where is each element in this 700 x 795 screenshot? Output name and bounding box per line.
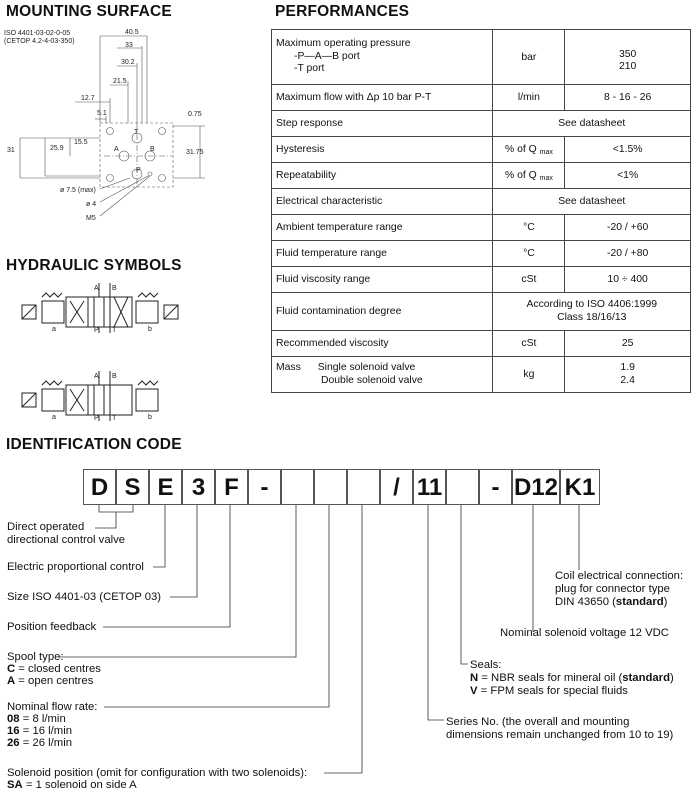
pressure-line-2: -P—A—B port xyxy=(294,50,360,62)
row-rec-viscosity xyxy=(272,331,691,357)
sym1-port-t: T xyxy=(112,327,117,333)
dim-5-1: 5.1 xyxy=(97,110,107,117)
legend-direct-line-2: directional control valve xyxy=(7,534,126,546)
mass-value-2: 2.4 xyxy=(620,374,635,386)
legend-spool-c: C = closed centres xyxy=(7,663,101,675)
pressure-line-3: -T port xyxy=(294,63,325,75)
repeatability-unit: % of Q xyxy=(504,169,537,181)
port-t: T xyxy=(134,129,139,136)
legend-feedback: Position feedback xyxy=(7,621,97,633)
legend-series-line-1: Series No. (the overall and mounting xyxy=(446,716,630,728)
dim-31-75: 31.75 xyxy=(186,149,204,156)
performance-table xyxy=(271,29,691,393)
viscosity-unit: cSt xyxy=(493,267,565,293)
flow-unit: l/min xyxy=(493,85,565,111)
code-box-6: - xyxy=(248,469,281,505)
legend-direct-line-1: Direct operated xyxy=(7,521,85,533)
legend-seals-n: N = NBR seals for mineral oil (standard) xyxy=(470,672,674,684)
performances-heading: PERFORMANCES xyxy=(275,3,410,20)
dim-30-2: 30.2 xyxy=(121,59,135,66)
note-m5: M5 xyxy=(86,215,96,222)
legend-size: Size ISO 4401-03 (CETOP 03) xyxy=(7,591,162,603)
code-box-11: 11 xyxy=(413,469,446,505)
electrical-label: Electrical characteristic xyxy=(272,189,493,215)
dim-31: 31 xyxy=(7,147,15,154)
legend-coil-line-3: DIN 43650 (standard) xyxy=(555,596,668,608)
legend-seals-title: Seals: xyxy=(470,659,502,671)
fluid-temp-unit: °C xyxy=(493,241,565,267)
legend-solenoid-sa: SA = 1 solenoid on side A xyxy=(7,779,137,791)
repeatability-unit-sub: max xyxy=(539,174,553,182)
mounting-surface-heading: MOUNTING SURFACE xyxy=(6,3,172,20)
sym2-port-a: A xyxy=(94,373,99,380)
legend-spool-title: Spool type: xyxy=(7,651,64,663)
row-repeatability xyxy=(272,163,691,189)
sym1-port-p: P xyxy=(94,327,99,333)
fluid-temp-label: Fluid temperature range xyxy=(272,241,493,267)
dim-21-5: 21.5 xyxy=(113,78,127,85)
pressure-value-1: 350 xyxy=(618,48,637,60)
mass-unit: kg xyxy=(493,357,565,393)
port-b: B xyxy=(150,146,155,153)
electrical-value: See datasheet xyxy=(493,189,691,215)
legend-electric: Electric proportional control xyxy=(7,561,144,573)
row-hysteresis xyxy=(272,137,691,163)
row-flow xyxy=(272,85,691,111)
sym2-side-a: a xyxy=(52,414,56,421)
contamination-value-2: Class 18/16/13 xyxy=(557,311,627,323)
legend-seals-v: V = FPM seals for special fluids xyxy=(470,685,628,697)
code-box-9 xyxy=(347,469,380,505)
mass-double: Double solenoid valve xyxy=(321,374,423,386)
legend-flow-26: 26 = 26 l/min xyxy=(7,737,73,749)
sym2-port-b: B xyxy=(112,373,117,380)
legend-spool-a: A = open centres xyxy=(7,675,94,687)
pressure-value-2: 210 xyxy=(618,61,637,72)
code-box-5: F xyxy=(215,469,248,505)
standard-label-1: ISO 4401-03-02-0-05 xyxy=(4,30,71,37)
contamination-label: Fluid contamination degree xyxy=(272,293,493,331)
sym1-side-b: b xyxy=(148,326,152,333)
legend-coil-line-1: Coil electrical connection: xyxy=(555,570,684,582)
repeatability-value: <1% xyxy=(565,163,691,189)
code-box-14: D12 xyxy=(512,469,560,505)
dim-0-75: 0.75 xyxy=(188,111,202,118)
flow-value: 8 - 16 - 26 xyxy=(565,85,691,111)
legend-solenoid-title: Solenoid position (omit for configuration with two solenoids): xyxy=(7,767,308,779)
row-fluid-temp xyxy=(272,241,691,267)
rec-viscosity-value: 25 xyxy=(565,331,691,357)
hydraulic-symbols-heading: HYDRAULIC SYMBOLS xyxy=(6,257,182,274)
sym2-side-b: b xyxy=(148,414,152,421)
code-box-1: D xyxy=(83,469,116,505)
row-pressure xyxy=(272,30,691,85)
code-box-2: S xyxy=(116,469,149,505)
dim-40-5: 40.5 xyxy=(125,29,139,36)
mass-value-1: 1.9 xyxy=(620,362,635,373)
port-p: P xyxy=(136,167,141,174)
code-box-8 xyxy=(314,469,347,505)
pressure-label: Maximum operating pressure xyxy=(276,38,411,50)
sym2-port-p: P xyxy=(94,415,99,421)
row-step xyxy=(272,111,691,137)
mass-label: Mass xyxy=(276,362,301,373)
mass-single: Single solenoid valve xyxy=(317,362,416,373)
dim-25-9: 25.9 xyxy=(50,145,64,152)
sym1-port-a: A xyxy=(94,285,99,292)
hysteresis-value: <1.5% xyxy=(565,137,691,163)
code-box-15: K1 xyxy=(560,469,600,505)
contamination-value-1: According to ISO 4406:1999 xyxy=(526,299,658,310)
row-electrical xyxy=(272,189,691,215)
dim-12-7: 12.7 xyxy=(81,95,95,102)
hysteresis-unit: % of Q xyxy=(504,143,537,155)
row-ambient xyxy=(272,215,691,241)
legend-flow-08: 08 = 8 l/min xyxy=(7,713,66,725)
code-box-13: - xyxy=(479,469,512,505)
code-box-4: 3 xyxy=(182,469,215,505)
rec-viscosity-label: Recommended viscosity xyxy=(272,331,493,357)
mounting-surface-drawing xyxy=(0,26,260,226)
identification-code-heading: IDENTIFICATION CODE xyxy=(6,436,182,453)
hysteresis-unit-sub: max xyxy=(539,148,553,156)
standard-label-2: (CETOP 4.2-4-03-350) xyxy=(4,38,75,45)
sym1-port-b: B xyxy=(112,285,117,292)
legend-coil-line-2: plug for connector type xyxy=(555,583,670,595)
viscosity-value: 10 ÷ 400 xyxy=(565,267,691,293)
step-value: See datasheet xyxy=(493,111,691,137)
hydraulic-symbol-1 xyxy=(18,283,188,333)
row-mass xyxy=(272,357,691,393)
step-label: Step response xyxy=(272,111,493,137)
flow-label: Maximum flow with Δp 10 bar P-T xyxy=(272,85,493,111)
ambient-unit: °C xyxy=(493,215,565,241)
viscosity-label: Fluid viscosity range xyxy=(272,267,493,293)
code-box-12 xyxy=(446,469,479,505)
code-connector-lines xyxy=(0,505,700,795)
dim-33: 33 xyxy=(125,42,133,49)
code-box-10: / xyxy=(380,469,413,505)
code-box-3: E xyxy=(149,469,182,505)
row-viscosity xyxy=(272,267,691,293)
sym2-port-t: T xyxy=(112,415,117,421)
legend-flow-title: Nominal flow rate: xyxy=(7,701,98,713)
legend-voltage: Nominal solenoid voltage 12 VDC xyxy=(500,627,669,639)
ambient-value: -20 / +60 xyxy=(565,215,691,241)
hysteresis-label: Hysteresis xyxy=(272,137,493,163)
port-a: A xyxy=(114,146,119,153)
row-contamination xyxy=(272,293,691,331)
legend-flow-16: 16 = 16 l/min xyxy=(7,725,73,737)
fluid-temp-value: -20 / +80 xyxy=(565,241,691,267)
repeatability-label: Repeatability xyxy=(272,163,493,189)
rec-viscosity-unit: cSt xyxy=(493,331,565,357)
ambient-label: Ambient temperature range xyxy=(272,215,493,241)
code-box-7 xyxy=(281,469,314,505)
note-dia-4: ø 4 xyxy=(86,201,97,208)
note-dia-7-5: ø 7.5 (max) xyxy=(60,187,96,194)
legend-series-line-2: dimensions remain unchanged from 10 to 19) xyxy=(446,729,674,741)
dim-15-5: 15.5 xyxy=(74,139,88,146)
hydraulic-symbol-2 xyxy=(18,371,188,421)
sym1-side-a: a xyxy=(52,326,56,333)
pressure-unit: bar xyxy=(493,30,565,85)
